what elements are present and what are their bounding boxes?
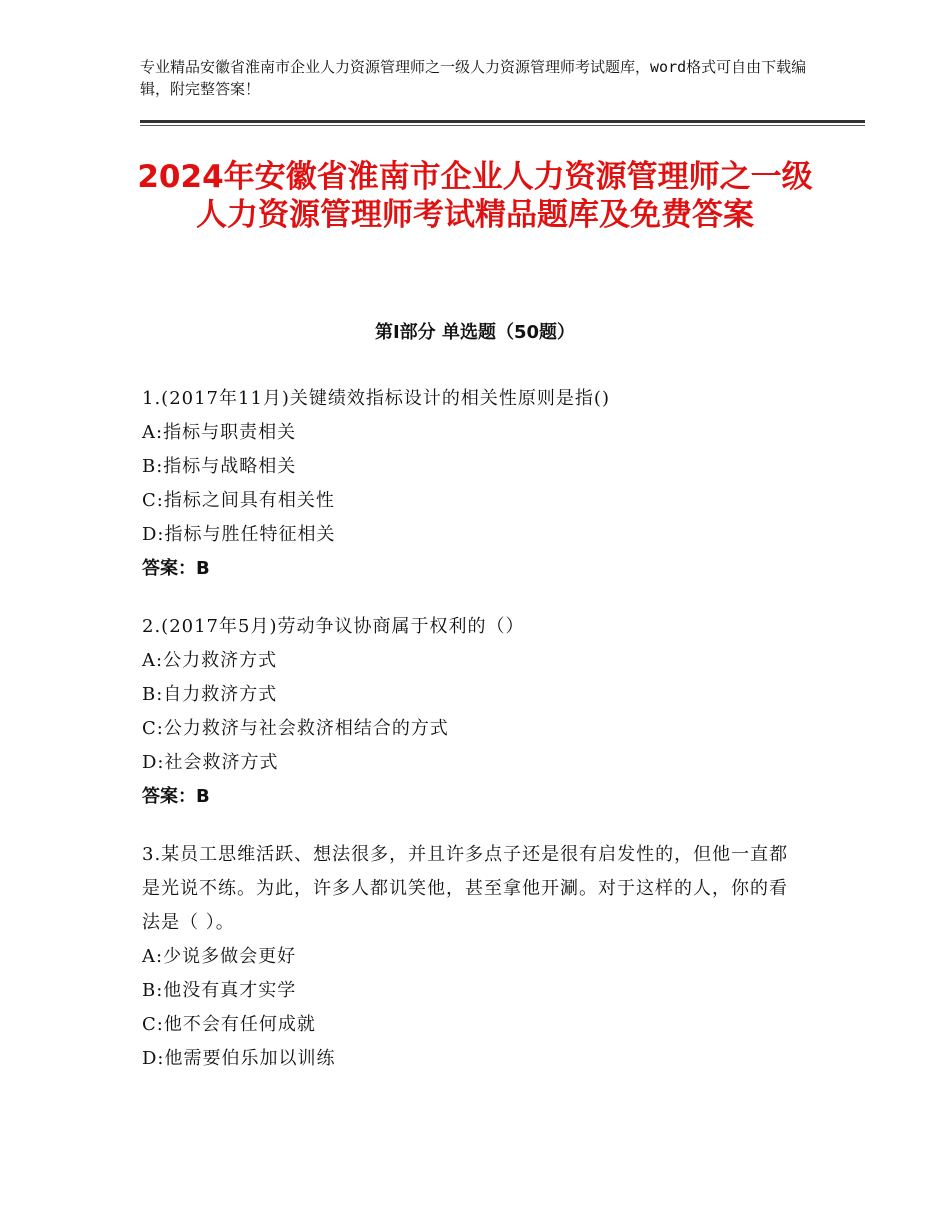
option-b: B:自力救济方式 — [142, 684, 278, 705]
question-stem: 2.(2017年5月)劳动争议协商属于权利的（） — [142, 616, 525, 637]
option-d: D:指标与胜任特征相关 — [142, 524, 336, 545]
section-title: 第Ⅰ部分 单选题（50题） — [374, 322, 575, 343]
question-stem: 3.某员工思维活跃、想法很多，并且许多点子还是很有启发性的，但他一直都是光说不练。为此，许多人都讥笑他，甚至拿他开涮。对于这样的人，你的看法是（ ）。 — [142, 844, 789, 933]
question-list — [142, 382, 802, 1100]
answer: 答案：B — [142, 558, 210, 579]
option-d: D:社会救济方式 — [142, 752, 279, 773]
header-note: 专业精品安徽省淮南市企业人力资源管理师之一级人力资源管理师考试题库，word格式可自由下载编辑，附完整答案！ — [140, 58, 807, 98]
option-c: C:他不会有任何成就 — [142, 1014, 316, 1035]
option-b: B:指标与战略相关 — [142, 456, 297, 477]
answer: 答案：B — [142, 786, 210, 807]
question-2 — [142, 610, 802, 814]
option-a: A:公力救济方式 — [142, 650, 278, 671]
option-a: A:少说多做会更好 — [142, 946, 297, 967]
question-stem: 1.(2017年11月)关键绩效指标设计的相关性原则是指() — [142, 388, 610, 409]
document-title: 2024年安徽省淮南市企业人力资源管理师之一级人力资源管理师考试精品题库及免费答案 — [137, 159, 813, 233]
option-b: B:他没有真才实学 — [142, 980, 297, 1001]
option-a: A:指标与职责相关 — [142, 422, 297, 443]
header-divider-thick — [140, 120, 865, 123]
option-c: C:指标之间具有相关性 — [142, 490, 335, 511]
option-c: C:公力救济与社会救济相结合的方式 — [142, 718, 449, 739]
option-d: D:他需要伯乐加以训练 — [142, 1048, 336, 1069]
header-divider-thin — [140, 125, 865, 126]
question-3 — [142, 838, 802, 1076]
question-1 — [142, 382, 802, 586]
